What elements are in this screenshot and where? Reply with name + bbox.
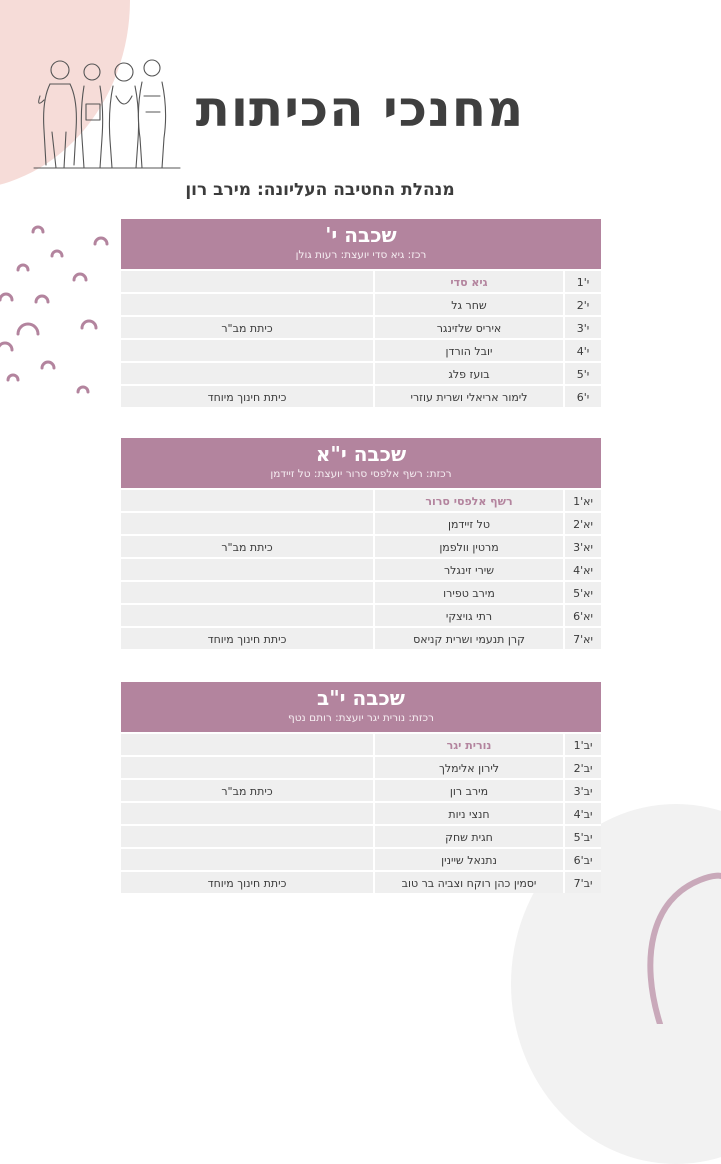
section-header — [121, 438, 601, 488]
class-cell: יב'4 — [563, 801, 601, 824]
grade-section-11 — [121, 438, 601, 649]
class-cell: יב'1 — [563, 732, 601, 755]
teacher-cell: שחר גל — [373, 292, 563, 315]
teacher-cell: נורית יגר — [373, 732, 563, 755]
section-title: שכבה י"א — [315, 442, 407, 466]
teacher-cell: חנצי ניות — [373, 801, 563, 824]
class-cell: י'1 — [563, 269, 601, 292]
section-title: שכבה י"ב — [317, 686, 405, 710]
note-cell — [121, 511, 373, 534]
teacher-cell: יובל הורדן — [373, 338, 563, 361]
class-cell: יא'3 — [563, 534, 601, 557]
table-row — [121, 384, 601, 407]
table-row — [121, 732, 601, 755]
grade-section-10 — [121, 219, 601, 407]
section-staff: רכז: גיא סדי יועצת: רעות גולן — [295, 249, 427, 261]
class-cell: יא'4 — [563, 557, 601, 580]
table-row — [121, 269, 601, 292]
note-cell — [121, 488, 373, 511]
table-row — [121, 488, 601, 511]
class-cell: יא'2 — [563, 511, 601, 534]
table-row — [121, 534, 601, 557]
teacher-cell: יסמין כהן רוקח וצביה בר טוב — [373, 870, 563, 893]
section-title: שכבה י' — [325, 223, 397, 247]
grade-section-12 — [121, 682, 601, 893]
class-cell: יא'6 — [563, 603, 601, 626]
note-cell — [121, 269, 373, 292]
class-cell: י'4 — [563, 338, 601, 361]
class-cell: י'6 — [563, 384, 601, 407]
section-staff: רכזת: רשף אלפסי סרור יועצת: טל זיידמן — [270, 468, 452, 480]
table-row — [121, 580, 601, 603]
principal-line: מנהלת החטיבה העליונה: מירב רון — [185, 180, 455, 200]
note-cell: כיתת מב"ר — [121, 778, 373, 801]
note-cell — [121, 801, 373, 824]
class-cell: י'3 — [563, 315, 601, 338]
table-row — [121, 870, 601, 893]
table-row — [121, 361, 601, 384]
table-row — [121, 626, 601, 649]
teacher-cell: מירב רון — [373, 778, 563, 801]
class-cell: יא'5 — [563, 580, 601, 603]
note-cell — [121, 732, 373, 755]
teacher-cell: איריס שלזינגר — [373, 315, 563, 338]
note-cell — [121, 603, 373, 626]
table-row — [121, 315, 601, 338]
teacher-cell: מרטין וולפמן — [373, 534, 563, 557]
class-cell: יב'5 — [563, 824, 601, 847]
note-cell: כיתת מב"ר — [121, 315, 373, 338]
teacher-cell: רתי גויצקי — [373, 603, 563, 626]
note-cell — [121, 580, 373, 603]
section-header — [121, 682, 601, 732]
teacher-cell: טל זיידמן — [373, 511, 563, 534]
note-cell: כיתת חינוך מיוחד — [121, 384, 373, 407]
class-cell: י'2 — [563, 292, 601, 315]
table-row — [121, 603, 601, 626]
table-row — [121, 847, 601, 870]
note-cell — [121, 755, 373, 778]
teacher-cell: נתנאל שיינין — [373, 847, 563, 870]
section-staff: רכזת: נורית יגר יועצת: רותם נטף — [288, 712, 434, 724]
note-cell — [121, 292, 373, 315]
section-header — [121, 219, 601, 269]
teacher-cell: לימור אריאלי ושרית עוזרי — [373, 384, 563, 407]
note-cell — [121, 361, 373, 384]
teacher-cell: גיא סדי — [373, 269, 563, 292]
teacher-cell: שירי זינגלר — [373, 557, 563, 580]
class-cell: י'5 — [563, 361, 601, 384]
teacher-cell: מירב טפירו — [373, 580, 563, 603]
teacher-cell: לירון אלימלך — [373, 755, 563, 778]
note-cell — [121, 824, 373, 847]
class-cell: יב'3 — [563, 778, 601, 801]
note-cell: כיתת מב"ר — [121, 534, 373, 557]
note-cell: כיתת חינוך מיוחד — [121, 870, 373, 893]
teacher-cell: קרן תנעמי ושרית קניאס — [373, 626, 563, 649]
class-cell: יא'7 — [563, 626, 601, 649]
teacher-cell: חגית שחק — [373, 824, 563, 847]
page-title: מחנכי הכיתות — [195, 80, 525, 138]
note-cell — [121, 338, 373, 361]
note-cell — [121, 557, 373, 580]
class-cell: יב'6 — [563, 847, 601, 870]
teacher-cell: רשף אלפסי סרור — [373, 488, 563, 511]
table-row — [121, 755, 601, 778]
table-row — [121, 778, 601, 801]
table-row — [121, 338, 601, 361]
table-row — [121, 292, 601, 315]
table-row — [121, 511, 601, 534]
class-cell: יב'2 — [563, 755, 601, 778]
class-cell: יא'1 — [563, 488, 601, 511]
note-cell: כיתת חינוך מיוחד — [121, 626, 373, 649]
table-row — [121, 801, 601, 824]
note-cell — [121, 847, 373, 870]
teacher-cell: בועז פלג — [373, 361, 563, 384]
class-cell: יב'7 — [563, 870, 601, 893]
table-row — [121, 557, 601, 580]
table-row — [121, 824, 601, 847]
